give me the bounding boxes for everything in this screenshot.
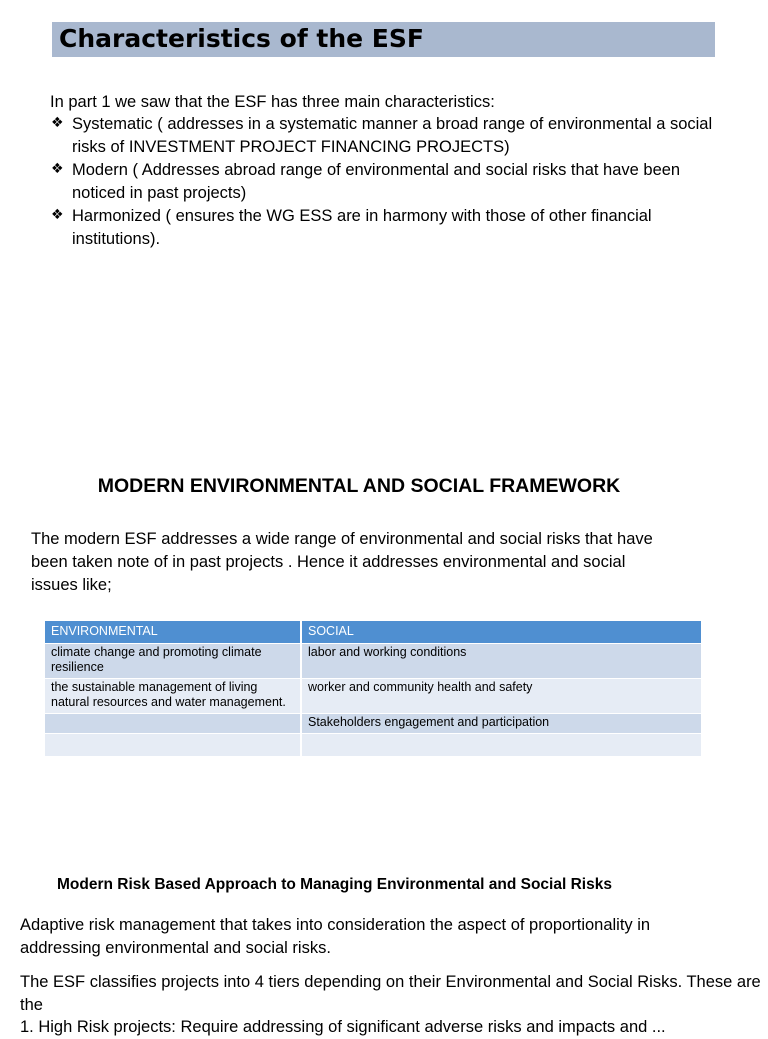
risk-paragraph-1: Adaptive risk management that takes into consideration the aspect of proportionality in addressing environmental and social risks. (20, 916, 651, 957)
table-row (45, 734, 702, 757)
list-item-text: Systematic ( addresses in a systematic manner a broad range of environmental a social risks of INVESTMENT PROJECT FINANCING PROJECTS) (72, 115, 713, 156)
column-header-social: SOCIAL (301, 621, 702, 644)
table-row (45, 644, 702, 679)
table-cell (45, 734, 301, 757)
table-cell: labor and working conditions (301, 644, 702, 679)
diamond-bullet-icon: ❖ (51, 115, 64, 131)
modern-framework-heading: MODERN ENVIRONMENTAL AND SOCIAL FRAMEWORK (97, 475, 621, 497)
risk-approach-heading: Modern Risk Based Approach to Managing Environmental and Social Risks (57, 876, 612, 893)
page-title: Characteristics of the ESF (59, 24, 424, 53)
risk-paragraph-2: The ESF classifies projects into 4 tiers depending on their Environmental and Social Risks. These are the (20, 973, 761, 1014)
diamond-bullet-icon: ❖ (51, 161, 64, 177)
modern-framework-paragraph: The modern ESF addresses a wide range of environmental and social risks that have been taken note of in past projects . Hence it addresses environmental and social issues like; (31, 530, 653, 594)
table-cell (45, 714, 301, 734)
table-row (45, 679, 702, 714)
table-cell: Stakeholders engagement and participation (301, 714, 702, 734)
list-item-text: Modern ( Addresses abroad range of environmental and social risks that have been noticed in past projects) (72, 161, 681, 202)
column-header-environmental: ENVIRONMENTAL (45, 621, 301, 644)
table-row (45, 714, 702, 734)
table-header-row (45, 621, 702, 644)
intro-text: In part 1 we saw that the ESF has three main characteristics: (50, 93, 495, 111)
risk-tier-list-item: 1. High Risk projects: Require addressing of significant adverse risks and impacts and ... (20, 1018, 666, 1036)
table-cell: the sustainable management of living natural resources and water management. (45, 679, 301, 714)
table-cell: climate change and promoting climate resilience (45, 644, 301, 679)
list-item (50, 205, 730, 251)
table-cell (301, 734, 702, 757)
list-item (50, 159, 730, 205)
diamond-bullet-icon: ❖ (51, 207, 64, 223)
table-cell: worker and community health and safety (301, 679, 702, 714)
title-banner (52, 22, 715, 57)
issues-table (45, 621, 703, 756)
list-item-text: Harmonized ( ensures the WG ESS are in harmony with those of other financial institutions). (72, 207, 652, 248)
characteristics-list (50, 113, 730, 251)
list-item (50, 113, 730, 159)
